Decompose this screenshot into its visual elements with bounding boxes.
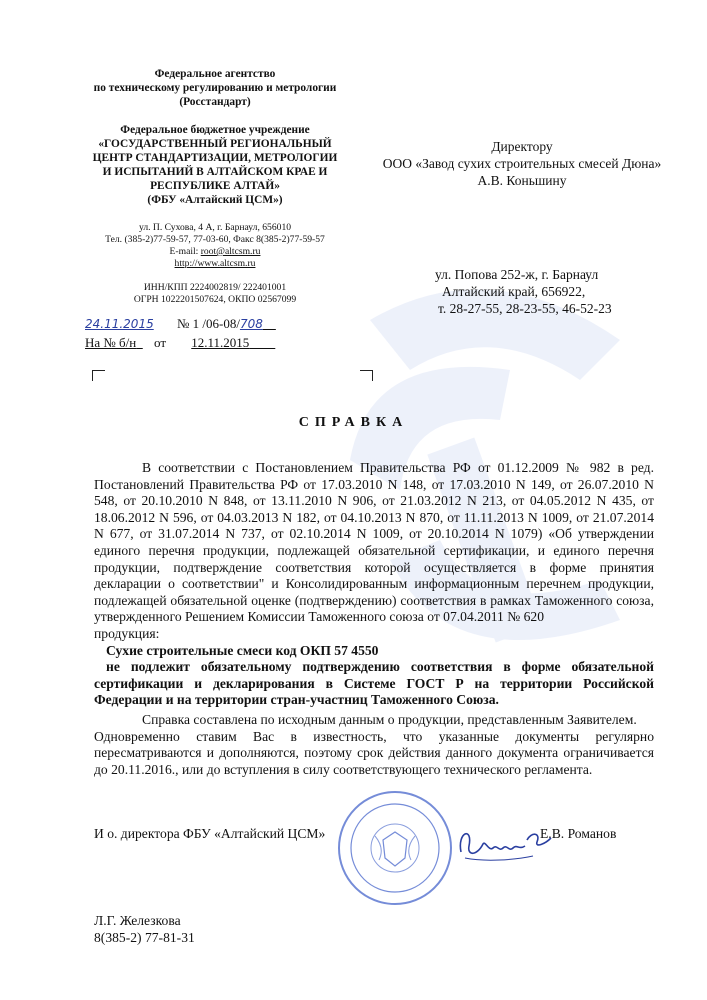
legal-basis-paragraph: В соответствии с Постановлением Правительства РФ от 01.12.2009 № 982 в ред. Постановлений Правительства РФ от 17.03.2010 N 148, от 17.03.2010 N 149, от 26.07.2010 N 548, от 20.10.2010 N 848, от 13.11.2010 N 906, от 21.03.2012 N 213, от 04.05.2012 N 435, от 18.06.2012 N 596, от 04.03.2013 N 182, от 04.10.2013 N 870, от 11.11.2013 N 1009, от 21.07.2014 N 677, от 31.07.2014 N 737, от 02.10.2014 N 1009, от 20.10.2014 N 1079) «Об утверждении единого перечня продукции, подлежащей обязательной сертификации, и единого перечня продукции, подтверждение соответствия которой осуществляется в форме принятия декларации о соответствии" и Консолидированным информационным перечнем продукции, подлежащей обязательной оценке (подтверждению) соответствия в рамках Таможенного союза, утвержденного Решением Комиссии Таможенного союза от 07.04.2011 № 620 xyxy=(94,460,654,625)
sender-organization xyxy=(60,123,370,207)
website-link[interactable]: http://www.altcsm.ru xyxy=(174,258,256,269)
validity-paragraph: Одновременно ставим Вас в известность, что указанные документы регулярно пересматриваются и дополняются, поэтому срок действия данного документа ограничивается до 20.11.2016., или до вступления в силу соответствующего технического регламента. xyxy=(94,728,654,777)
sender-email-line xyxy=(60,246,370,258)
email-link[interactable]: root@altcsm.ru xyxy=(200,246,261,257)
reference-label: На № б/н xyxy=(85,335,137,350)
recipient-position: Директору xyxy=(491,139,553,154)
ogrn-okpo: ОГРН 1022201507624, ОКПО 02567099 xyxy=(133,294,297,305)
agency-line: по техническому регулированию и метрологии xyxy=(93,82,337,94)
address-corner-left xyxy=(92,370,105,381)
recipient-address-line: Алтайский край, 656922, xyxy=(442,284,586,299)
agency-line: (Росстандарт) xyxy=(179,96,251,108)
source-note-paragraph: Справка составлена по исходным данным о продукции, представленным Заявителем. xyxy=(142,711,637,727)
document-title: СПРАВКА xyxy=(298,415,409,430)
org-line: Федеральное бюджетное учреждение xyxy=(120,124,310,136)
handwritten-number: 708 xyxy=(239,317,263,331)
recipient-address xyxy=(430,266,690,317)
recipient-address-line: ул. Попова 252-ж, г. Барнаул xyxy=(435,267,599,282)
sender-contacts xyxy=(60,222,370,270)
address-corner-right xyxy=(360,370,373,381)
recipient-company: ООО «Завод сухих строительных смесей Дюна» xyxy=(382,156,662,171)
org-line: ЦЕНТР СТАНДАРТИЗАЦИИ, МЕТРОЛОГИИ xyxy=(92,152,338,164)
executor-block xyxy=(94,912,195,946)
handwritten-date: 24.11.2015 xyxy=(85,317,154,331)
sender-phone: Тел. (385-2)77-59-57, 77-03-60, Факс 8(385-2)77-59-57 xyxy=(105,234,325,245)
recipient-phones: т. 28-27-55, 28-23-55, 46-52-23 xyxy=(438,301,612,316)
recipient-name: А.В. Коньшину xyxy=(477,173,567,188)
email-label: E-mail: xyxy=(169,246,201,257)
org-line: И ИСПЫТАНИЙ В АЛТАЙСКОМ КРАЕ И xyxy=(102,166,328,178)
official-stamp-seal xyxy=(335,788,455,908)
org-line: «ГОСУДАРСТВЕННЫЙ РЕГИОНАЛЬНЫЙ xyxy=(98,138,332,150)
org-line: (ФБУ «Алтайский ЦСМ») xyxy=(147,194,283,206)
signatory-name: Е.В. Романов xyxy=(540,826,617,841)
document-body xyxy=(94,460,654,778)
sender-registration-codes xyxy=(60,282,370,306)
reference-date: 12.11.2015 xyxy=(191,335,250,350)
reference-from: от xyxy=(154,335,167,350)
products-label: продукция: xyxy=(94,625,160,641)
handwritten-signature xyxy=(455,822,555,867)
number-label: № 1 /06-08/ xyxy=(176,316,240,331)
agency-line: Федеральное агентство xyxy=(154,68,276,80)
sender-agency xyxy=(60,67,370,109)
product-name: Сухие строительные смеси код ОКП 57 4550 xyxy=(106,642,379,658)
executor-phone: 8(385-2) 77-81-31 xyxy=(94,930,195,945)
conclusion-text: не подлежит обязательному подтверждению соответствия в форме обязательной сертификации и декларирования в Системе ГОСТ Р на территории Российской Федерации и на территории стран-участниц Таможенного Союза. xyxy=(94,659,654,708)
signatory-position: И о. директора ФБУ «Алтайский ЦСМ» xyxy=(94,826,326,841)
recipient-block xyxy=(372,138,672,189)
executor-name: Л.Г. Железкова xyxy=(94,913,181,928)
org-line: РЕСПУБЛИКЕ АЛТАЙ» xyxy=(150,180,280,192)
inn-kpp: ИНН/КПП 2224002819/ 222401001 xyxy=(143,282,287,293)
sender-address: ул. П. Сухова, 4 А, г. Барнаул, 656010 xyxy=(138,222,292,233)
